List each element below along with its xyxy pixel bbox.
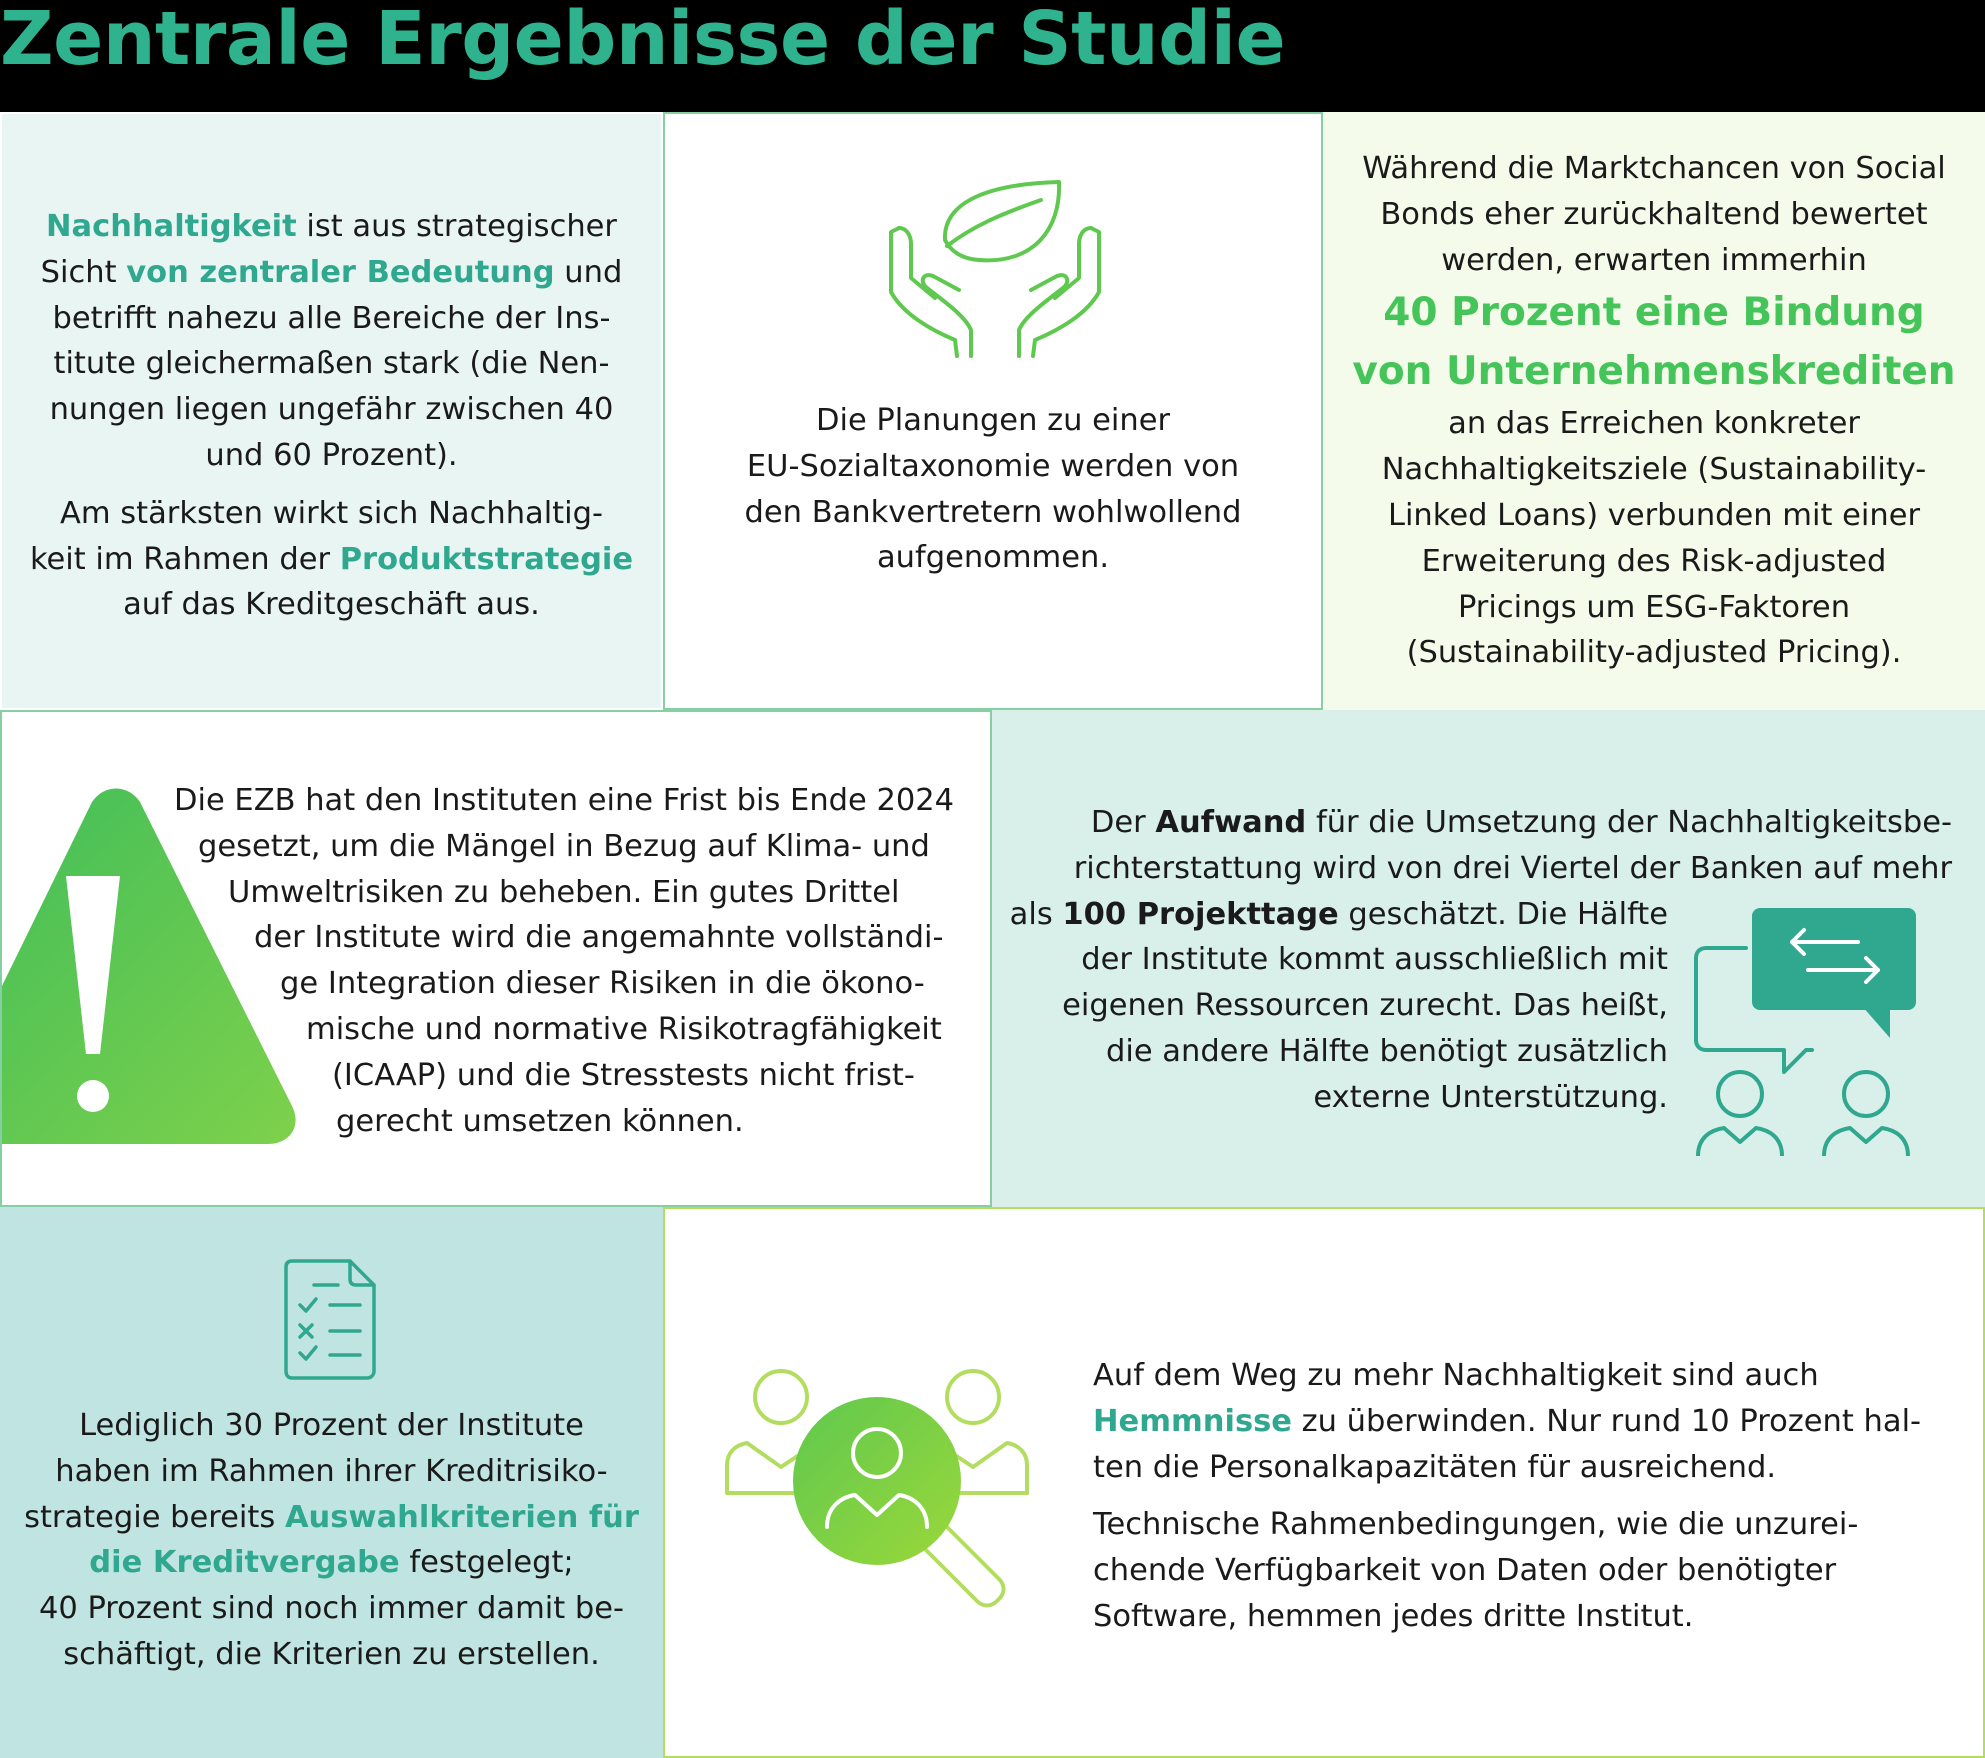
p4-line: ge Integration dieser Risiken in die ökono-	[280, 966, 925, 1002]
p7-text	[1093, 1353, 1963, 1640]
p3-line: Während die Marktchancen von Social	[1362, 151, 1946, 186]
p1-line	[2, 250, 661, 296]
page-title: Zentrale Ergebnisse der Studie	[0, 0, 1286, 82]
p6-line	[0, 1540, 663, 1586]
p6-line: 40 Prozent sind noch immer damit be-	[38, 1591, 625, 1627]
p7-line: Software, hemmen jedes dritte Institut.	[1093, 1598, 1694, 1634]
p3-line: werden, erwarten immerhin	[1441, 242, 1867, 278]
p5-line: die andere Hälfte benötigt zusätzlich	[1106, 1033, 1668, 1069]
p7-line: Auf dem Weg zu mehr Nachhaltigkeit sind auch	[1093, 1358, 1819, 1393]
p3-highlight: von Unternehmenskrediten	[1352, 349, 1956, 395]
header-bar	[0, 0, 1985, 112]
p1-text-span: keit im Rahmen der	[29, 541, 340, 577]
p2-line: Die Planungen zu einer	[815, 403, 1171, 438]
p2-text	[665, 398, 1321, 581]
panel-credit-criteria	[0, 1207, 663, 1758]
p1-highlight: Produktstrategie	[339, 541, 634, 577]
p2-line: aufgenommen.	[876, 540, 1110, 576]
p5-bold: Aufwand	[1155, 805, 1307, 840]
p1-text-span: ist aus strategischer	[296, 209, 617, 244]
p6-text-span: festgelegt;	[399, 1545, 574, 1581]
p6-highlight: Auswahlkriterien für	[284, 1499, 639, 1535]
panel-eu-social-taxonomy	[663, 112, 1323, 710]
p5-text	[992, 800, 1952, 1121]
p5-text-span: geschätzt. Die Hälfte	[1338, 896, 1668, 932]
p3-line: an das Erreichen konkreter	[1448, 406, 1860, 442]
p1-text-span: Sicht	[40, 254, 127, 290]
p6-line: Lediglich 30 Prozent der Institute	[79, 1408, 584, 1443]
p1-line	[2, 204, 661, 250]
p5-line	[992, 892, 1668, 938]
p1-highlight: Nachhaltigkeit	[46, 209, 297, 244]
p4-line: der Institute wird die angemahnte vollständi-	[254, 920, 944, 956]
p7-text-span: zu überwinden. Nur rund 10 Prozent hal-	[1291, 1403, 1922, 1439]
p5-wrapped-text	[992, 892, 1668, 1121]
p1-text-span: und	[554, 254, 623, 290]
p5-line: eigenen Ressourcen zurecht. Das heißt,	[1062, 988, 1668, 1024]
p1-line: nungen liegen ungefähr zwischen 40	[49, 392, 614, 428]
p5-line: der Institute kommt ausschließlich mit	[1081, 942, 1668, 978]
p4-line: gesetzt, um die Mängel in Bezug auf Klima- und	[198, 828, 930, 864]
p1-line: auf das Kreditgeschäft aus.	[123, 587, 540, 623]
people-search-icon	[725, 1369, 1029, 1609]
p3-text	[1323, 146, 1985, 676]
p6-text-span: strategie bereits	[24, 1499, 285, 1535]
p1-text	[2, 204, 661, 628]
p5-line: richterstattung wird von drei Viertel der Banken auf mehr	[1073, 850, 1952, 886]
p6-highlight: die Kreditvergabe	[89, 1545, 400, 1581]
p5-bold: 100 Projekttage	[1062, 896, 1339, 932]
p4-line: Die EZB hat den Instituten eine Frist bis Ende 2024	[174, 783, 955, 818]
p7-line: Technische Rahmenbedingungen, wie die unzurei-	[1093, 1507, 1859, 1543]
p2-line: den Bankvertretern wohlwollend	[744, 494, 1242, 530]
panel-social-bonds	[1323, 112, 1985, 710]
p4-text	[170, 778, 970, 1144]
p3-line: Nachhaltigkeitsziele (Sustainability-	[1381, 452, 1927, 488]
p3-line: (Sustainability-adjusted Pricing).	[1406, 635, 1902, 671]
p7-line	[1093, 1399, 1963, 1445]
p6-text	[0, 1403, 663, 1678]
p1-line: titute gleichermaßen stark (die Nen-	[53, 346, 610, 382]
p7-highlight: Hemmnisse	[1093, 1403, 1292, 1439]
p3-line: Pricings um ESG-Faktoren	[1457, 589, 1851, 625]
panel-reporting-effort	[992, 710, 1985, 1207]
p1-line: betrifft nahezu alle Bereiche der Ins-	[52, 300, 611, 336]
panel-sustainability-strategy	[0, 112, 663, 710]
p5-line	[992, 800, 1952, 846]
p1-line	[2, 537, 661, 583]
p5-text-span: Der	[1090, 805, 1156, 840]
p7-line: chende Verfügbarkeit von Daten oder benötigter	[1093, 1553, 1837, 1589]
p4-line: mische und normative Risikotragfähigkeit	[306, 1011, 942, 1047]
p6-line	[0, 1495, 663, 1541]
hands-leaf-icon	[883, 180, 1107, 360]
p1-line: Am stärksten wirkt sich Nachhaltig-	[60, 495, 603, 531]
p3-highlight: 40 Prozent eine Bindung	[1383, 290, 1925, 336]
p5-text-span: als	[1009, 896, 1063, 932]
p6-line: schäftigt, die Kriterien zu erstellen.	[63, 1636, 600, 1672]
p3-line: Bonds eher zurückhaltend bewertet	[1380, 196, 1928, 232]
p4-line: Umweltrisiken zu beheben. Ein gutes Drittel	[228, 874, 900, 910]
p4-line: gerecht umsetzen können.	[336, 1103, 744, 1139]
p4-line: (ICAAP) und die Stresstests nicht frist-	[332, 1057, 915, 1093]
p7-line: ten die Personalkapazitäten für ausreichend.	[1093, 1449, 1777, 1485]
checklist-icon	[284, 1259, 378, 1381]
p1-line: und 60 Prozent).	[205, 437, 458, 473]
p6-line: haben im Rahmen ihrer Kreditrisiko-	[55, 1453, 608, 1489]
panel-obstacles	[663, 1207, 1985, 1758]
p2-line: EU-Sozialtaxonomie werden von	[746, 448, 1240, 484]
p5-line: externe Unterstützung.	[1313, 1079, 1668, 1115]
panel-ecb-deadline	[0, 710, 992, 1207]
p3-line: Erweiterung des Risk-adjusted	[1421, 543, 1887, 579]
p5-text-span: für die Umsetzung der Nachhaltigkeitsbe-	[1306, 805, 1952, 840]
p1-highlight: von zentraler Bedeutung	[126, 254, 555, 290]
p3-line: Linked Loans) verbunden mit einer	[1387, 497, 1921, 533]
